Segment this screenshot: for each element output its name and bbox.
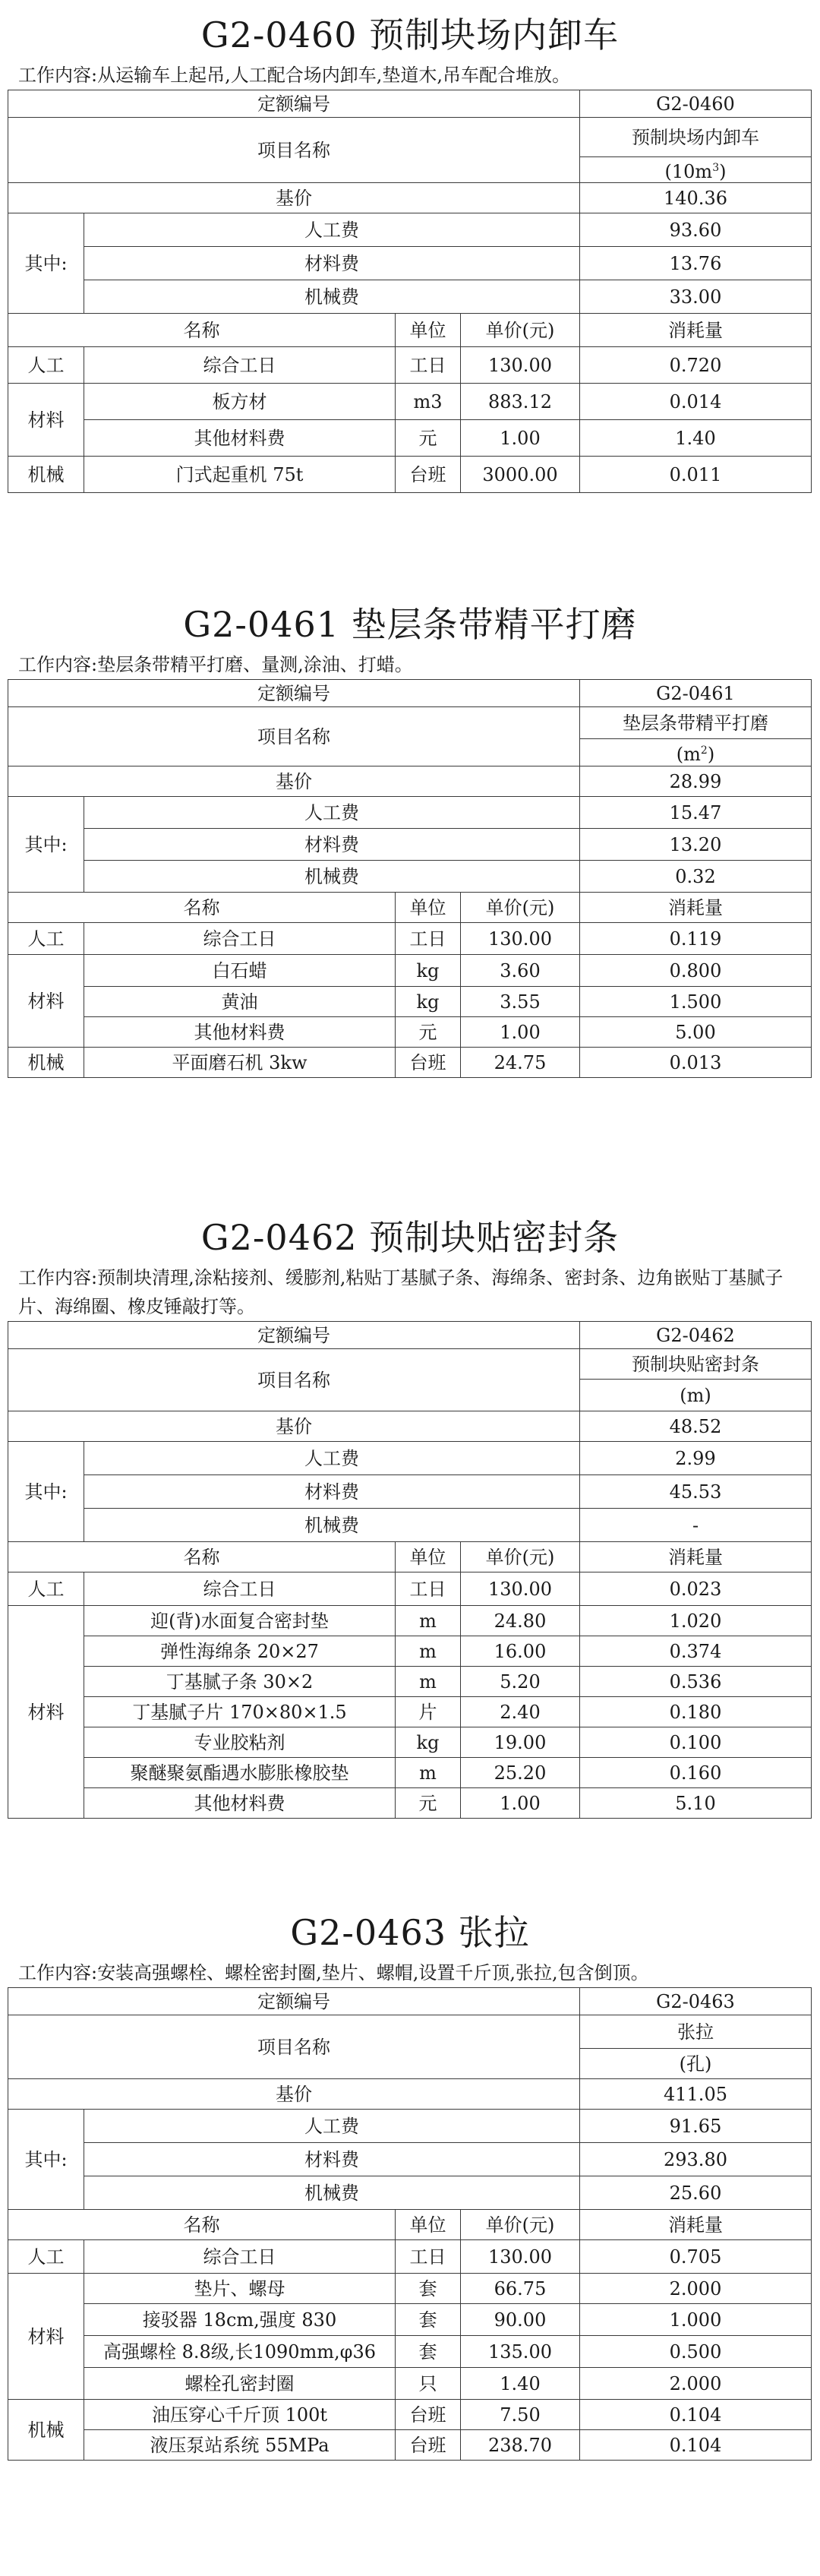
quota-code-value: G2-0460 [580, 90, 812, 118]
machine-fee-label: 机械费 [84, 1509, 580, 1542]
machine-fee-label: 机械费 [84, 861, 580, 893]
resource-price: 3000.00 [461, 457, 580, 493]
table-row [8, 1572, 812, 1606]
resource-qty: 0.100 [580, 1727, 812, 1758]
table-row [8, 420, 812, 457]
table-row [8, 2430, 812, 2461]
resource-price: 90.00 [461, 2304, 580, 2336]
resource-unit: m3 [396, 384, 461, 420]
material-fee-value: 293.80 [580, 2143, 812, 2176]
resource-qty: 0.104 [580, 2430, 812, 2461]
resource-qty: 2.000 [580, 2274, 812, 2304]
consumption-header: 消耗量 [580, 1542, 812, 1572]
category-label: 机械 [8, 457, 84, 493]
resource-qty: 0.023 [580, 1572, 812, 1606]
labor-fee-label: 人工费 [84, 1442, 580, 1475]
resource-unit: 元 [396, 1017, 461, 1048]
table-row [8, 987, 812, 1017]
resource-name: 迎(背)水面复合密封垫 [84, 1606, 396, 1636]
labor-fee-label: 人工费 [84, 2110, 580, 2143]
quota-code-value: G2-0461 [580, 680, 812, 707]
resource-price: 130.00 [461, 2240, 580, 2274]
name-header: 名称 [8, 1542, 396, 1572]
material-fee-value: 13.76 [580, 247, 812, 280]
work-content: 工作内容:从运输车上起吊,人工配合场内卸车,垫道木,吊车配合堆放。 [18, 65, 570, 86]
category-label: 材料 [8, 2274, 84, 2400]
resource-name: 高强螺栓 8.8级,长1090mm,φ36 [84, 2336, 396, 2368]
item-name-value: 张拉 [580, 2015, 812, 2049]
quota-table [8, 90, 812, 493]
item-unit [580, 157, 812, 183]
item-unit-superscript: 3 [712, 162, 720, 174]
resource-price: 1.00 [461, 1788, 580, 1819]
unit-header: 单位 [396, 893, 461, 923]
category-label: 机械 [8, 2400, 84, 2461]
unit-price-header: 单价(元) [461, 1542, 580, 1572]
table-row [8, 1667, 812, 1697]
resource-price: 7.50 [461, 2400, 580, 2430]
resource-name: 综合工日 [84, 1572, 396, 1606]
machine-fee-value: 0.32 [580, 861, 812, 893]
base-price-label: 基价 [8, 766, 580, 797]
quota-table [8, 1987, 812, 2461]
resource-name: 聚醚聚氨酯遇水膨胀橡胶垫 [84, 1758, 396, 1788]
category-label: 人工 [8, 1572, 84, 1606]
resource-qty: 0.013 [580, 1048, 812, 1078]
table-row [8, 457, 812, 493]
among-label: 其中: [8, 2110, 84, 2210]
base-price-value: 140.36 [580, 183, 812, 213]
consumption-header: 消耗量 [580, 2210, 812, 2240]
material-fee-label: 材料费 [84, 1475, 580, 1509]
quota-code-value: G2-0463 [580, 1988, 812, 2015]
resource-unit: m [396, 1636, 461, 1667]
table-row [8, 2240, 812, 2274]
material-fee-label: 材料费 [84, 247, 580, 280]
quota-code-label: 定额编号 [8, 90, 580, 118]
item-unit-text: (孔) [679, 2053, 712, 2075]
material-fee-label: 材料费 [84, 829, 580, 861]
unit-header: 单位 [396, 1542, 461, 1572]
machine-fee-label: 机械费 [84, 2176, 580, 2210]
section-title: G2-0463 张拉 [290, 1912, 530, 1953]
resource-qty: 0.800 [580, 955, 812, 987]
resource-unit: 台班 [396, 1048, 461, 1078]
resource-name: 丁基腻子片 170×80×1.5 [84, 1697, 396, 1727]
category-label: 人工 [8, 347, 84, 384]
resource-unit: 套 [396, 2304, 461, 2336]
quota-section [0, 599, 820, 1078]
resource-price: 238.70 [461, 2430, 580, 2461]
resource-unit: 元 [396, 420, 461, 457]
resource-price: 1.40 [461, 2368, 580, 2400]
category-label: 材料 [8, 1606, 84, 1819]
resource-name: 综合工日 [84, 923, 396, 955]
quota-table [8, 1321, 812, 1819]
resource-name: 弹性海绵条 20×27 [84, 1636, 396, 1667]
base-price-label: 基价 [8, 1411, 580, 1442]
resource-price: 130.00 [461, 1572, 580, 1606]
table-row [8, 1697, 812, 1727]
resource-price: 25.20 [461, 1758, 580, 1788]
table-row [8, 2368, 812, 2400]
resource-price: 24.75 [461, 1048, 580, 1078]
quota-section [0, 9, 820, 493]
resource-price: 5.20 [461, 1667, 580, 1697]
quota-code-value: G2-0462 [580, 1322, 812, 1349]
among-label: 其中: [8, 797, 84, 893]
material-fee-value: 45.53 [580, 1475, 812, 1509]
resource-name: 螺栓孔密封圈 [84, 2368, 396, 2400]
resource-name: 专业胶粘剂 [84, 1727, 396, 1758]
labor-fee-label: 人工费 [84, 797, 580, 829]
resource-qty: 0.014 [580, 384, 812, 420]
table-row [8, 1048, 812, 1078]
resource-qty: 0.374 [580, 1636, 812, 1667]
consumption-header: 消耗量 [580, 893, 812, 923]
table-row [8, 2304, 812, 2336]
unit-price-header: 单价(元) [461, 893, 580, 923]
unit-header: 单位 [396, 2210, 461, 2240]
category-label: 机械 [8, 1048, 84, 1078]
resource-unit: 套 [396, 2336, 461, 2368]
name-header: 名称 [8, 2210, 396, 2240]
resource-qty: 0.500 [580, 2336, 812, 2368]
quota-section [0, 1907, 820, 2461]
resource-price: 24.80 [461, 1606, 580, 1636]
category-label: 材料 [8, 955, 84, 1048]
table-row [8, 1758, 812, 1788]
base-price-value: 28.99 [580, 766, 812, 797]
resource-qty: 0.160 [580, 1758, 812, 1788]
resource-name: 白石蜡 [84, 955, 396, 987]
resource-name: 板方材 [84, 384, 396, 420]
category-label: 人工 [8, 923, 84, 955]
category-label: 材料 [8, 384, 84, 457]
resource-name: 其他材料费 [84, 420, 396, 457]
resource-unit: kg [396, 987, 461, 1017]
table-row [8, 347, 812, 384]
resource-price: 130.00 [461, 923, 580, 955]
resource-unit: 元 [396, 1788, 461, 1819]
resource-name: 接驳器 18cm,强度 830 [84, 2304, 396, 2336]
resource-qty: 1.500 [580, 987, 812, 1017]
resource-unit: 工日 [396, 347, 461, 384]
work-content: 工作内容:垫层条带精平打磨、量测,涂油、打蜡。 [18, 654, 413, 675]
resource-qty: 0.536 [580, 1667, 812, 1697]
base-price-value: 411.05 [580, 2079, 812, 2110]
resource-unit: 台班 [396, 2400, 461, 2430]
table-row [8, 1788, 812, 1819]
table-row [8, 955, 812, 987]
item-name-value: 预制块场内卸车 [580, 118, 812, 157]
table-row [8, 1636, 812, 1667]
unit-header: 单位 [396, 314, 461, 347]
among-label: 其中: [8, 1442, 84, 1542]
section-title: G2-0460 预制块场内卸车 [200, 14, 620, 55]
table-row [8, 923, 812, 955]
section-title: G2-0462 预制块贴密封条 [200, 1217, 620, 1258]
item-unit [580, 1380, 812, 1411]
name-header: 名称 [8, 314, 396, 347]
resource-price: 3.55 [461, 987, 580, 1017]
resource-qty: 5.00 [580, 1017, 812, 1048]
resource-unit: kg [396, 955, 461, 987]
resource-qty: 0.011 [580, 457, 812, 493]
resource-price: 883.12 [461, 384, 580, 420]
resource-unit: m [396, 1667, 461, 1697]
machine-fee-label: 机械费 [84, 280, 580, 314]
resource-name: 综合工日 [84, 347, 396, 384]
resource-unit: 工日 [396, 2240, 461, 2274]
consumption-header: 消耗量 [580, 314, 812, 347]
table-row [8, 1606, 812, 1636]
unit-price-header: 单价(元) [461, 2210, 580, 2240]
resource-qty: 0.720 [580, 347, 812, 384]
quota-code-label: 定额编号 [8, 1322, 580, 1349]
resource-price: 3.60 [461, 955, 580, 987]
work-content: 工作内容:预制块清理,涂粘接剂、缓膨剂,粘贴丁基腻子条、海绵条、密封条、边角嵌贴丁基腻子片、海绵圈、橡皮锤敲打等。 [18, 1267, 784, 1317]
unit-price-header: 单价(元) [461, 314, 580, 347]
among-label: 其中: [8, 213, 84, 314]
resource-name: 丁基腻子条 30×2 [84, 1667, 396, 1697]
quota-table [8, 679, 812, 1078]
machine-fee-value: 25.60 [580, 2176, 812, 2210]
labor-fee-value: 93.60 [580, 213, 812, 247]
quota-section [0, 1212, 820, 1819]
name-header: 名称 [8, 893, 396, 923]
table-row [8, 384, 812, 420]
labor-fee-value: 91.65 [580, 2110, 812, 2143]
resource-name: 其他材料费 [84, 1788, 396, 1819]
quota-code-label: 定额编号 [8, 680, 580, 707]
resource-unit: 台班 [396, 2430, 461, 2461]
item-unit-close: ) [719, 161, 727, 182]
machine-fee-value: - [580, 1509, 812, 1542]
resource-name: 油压穿心千斤顶 100t [84, 2400, 396, 2430]
resource-unit: 套 [396, 2274, 461, 2304]
resource-price: 66.75 [461, 2274, 580, 2304]
item-name-label: 项目名称 [8, 707, 580, 766]
resource-unit: 工日 [396, 1572, 461, 1606]
base-price-value: 48.52 [580, 1411, 812, 1442]
item-unit [580, 2049, 812, 2079]
item-unit-text: (m [676, 744, 701, 765]
resource-qty: 0.104 [580, 2400, 812, 2430]
table-row [8, 2274, 812, 2304]
resource-name: 平面磨石机 3kw [84, 1048, 396, 1078]
resource-qty: 0.705 [580, 2240, 812, 2274]
table-row [8, 2336, 812, 2368]
item-name-label: 项目名称 [8, 2015, 580, 2079]
item-unit-superscript: 2 [700, 744, 708, 757]
resource-price: 1.00 [461, 1017, 580, 1048]
item-unit-close: ) [707, 744, 715, 765]
resource-unit: m [396, 1606, 461, 1636]
labor-fee-label: 人工费 [84, 213, 580, 247]
resource-unit: 台班 [396, 457, 461, 493]
resource-name: 门式起重机 75t [84, 457, 396, 493]
table-row [8, 2400, 812, 2430]
section-title: G2-0461 垫层条带精平打磨 [183, 604, 637, 645]
resource-qty: 0.180 [580, 1697, 812, 1727]
resource-qty: 2.000 [580, 2368, 812, 2400]
item-unit-text: (10m [664, 161, 713, 182]
item-unit [580, 739, 812, 766]
resource-unit: 片 [396, 1697, 461, 1727]
item-name-label: 项目名称 [8, 118, 580, 183]
resource-price: 135.00 [461, 2336, 580, 2368]
resource-name: 综合工日 [84, 2240, 396, 2274]
resource-name: 黄油 [84, 987, 396, 1017]
labor-fee-value: 2.99 [580, 1442, 812, 1475]
item-name-label: 项目名称 [8, 1349, 580, 1411]
resource-unit: 工日 [396, 923, 461, 955]
resource-unit: 只 [396, 2368, 461, 2400]
table-row [8, 1727, 812, 1758]
resource-price: 16.00 [461, 1636, 580, 1667]
resource-name: 其他材料费 [84, 1017, 396, 1048]
item-name-value: 垫层条带精平打磨 [580, 707, 812, 739]
base-price-label: 基价 [8, 2079, 580, 2110]
resource-unit: kg [396, 1727, 461, 1758]
resource-qty: 5.10 [580, 1788, 812, 1819]
resource-price: 2.40 [461, 1697, 580, 1727]
resource-qty: 1.000 [580, 2304, 812, 2336]
category-label: 人工 [8, 2240, 84, 2274]
resource-price: 130.00 [461, 347, 580, 384]
resource-unit: m [396, 1758, 461, 1788]
base-price-label: 基价 [8, 183, 580, 213]
item-unit-text: (m) [680, 1384, 711, 1406]
resource-qty: 0.119 [580, 923, 812, 955]
resource-name: 垫片、螺母 [84, 2274, 396, 2304]
resource-qty: 1.40 [580, 420, 812, 457]
table-row [8, 1017, 812, 1048]
resource-price: 19.00 [461, 1727, 580, 1758]
work-content: 工作内容:安装高强螺栓、螺栓密封圈,垫片、螺帽,设置千斤顶,张拉,包含倒顶。 [18, 1962, 649, 1983]
quota-code-label: 定额编号 [8, 1988, 580, 2015]
material-fee-value: 13.20 [580, 829, 812, 861]
material-fee-label: 材料费 [84, 2143, 580, 2176]
labor-fee-value: 15.47 [580, 797, 812, 829]
resource-qty: 1.020 [580, 1606, 812, 1636]
resource-name: 液压泵站系统 55MPa [84, 2430, 396, 2461]
machine-fee-value: 33.00 [580, 280, 812, 314]
resource-price: 1.00 [461, 420, 580, 457]
item-name-value: 预制块贴密封条 [580, 1349, 812, 1380]
